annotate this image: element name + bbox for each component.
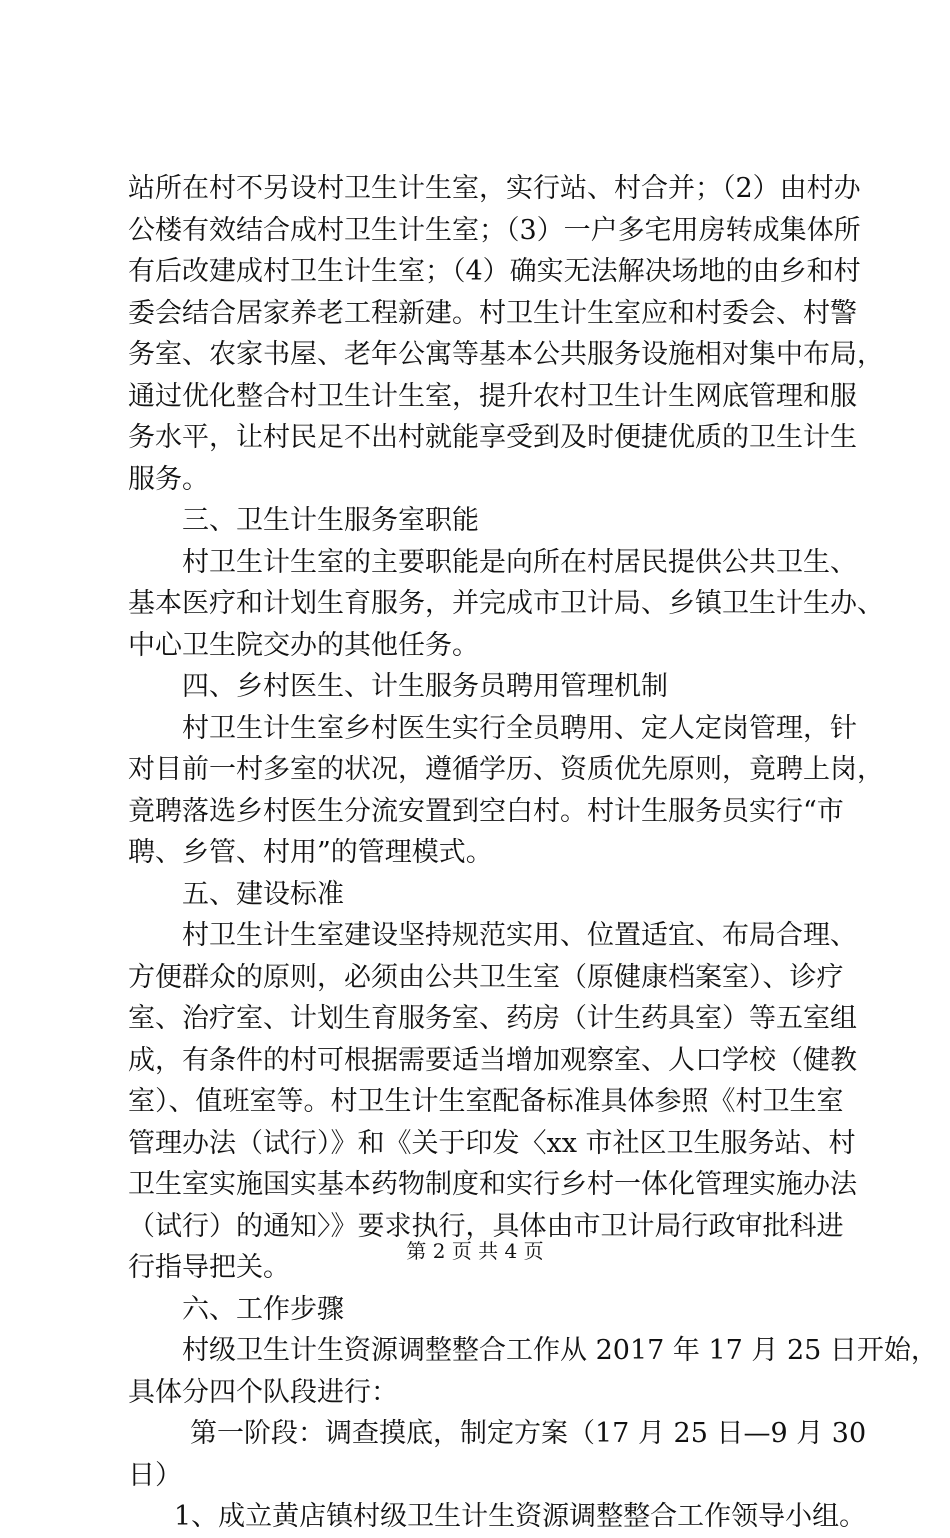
text-line: 村卫生计生室的主要职能是向所在村居民提供公共卫生、 <box>182 546 857 578</box>
text-line: 基本医疗和计划生育服务，并完成市卫计局、乡镇卫生计生办、 <box>128 588 884 619</box>
text-line: 村卫生计生室建设坚持规范实用、位置适宜、布局合理、 <box>182 920 857 951</box>
document-body <box>128 168 938 1538</box>
text-line: 成，有条件的村可根据需要适当增加观察室、人口学校（健教 <box>128 1044 857 1076</box>
text-line: 有后改建成村卫生计生室；（4）确实无法解决场地的由乡和村 <box>128 256 861 287</box>
text-line: 竟聘落选乡村医生分流安置到空白村。村计生服务员实行“市 <box>128 795 844 827</box>
text-line: 务水平，让村民足不出村就能享受到及时便捷优质的卫生计生 <box>128 422 857 453</box>
text-line: 室、治疗室、计划生育服务室、药房（计生药具室）等五室组 <box>128 1003 857 1034</box>
text-line: 通过优化整合村卫生计生室，提升农村卫生计生网底管理和服 <box>128 380 857 412</box>
text-line: 服务。 <box>128 463 209 495</box>
text-line: 1、成立黄店镇村级卫生计生资源调整整合工作领导小组。 <box>174 1501 867 1532</box>
text-line: 方便群众的原则，必须由公共卫生室（原健康档案室）、诊疗 <box>128 961 844 993</box>
text-line: 村卫生计生室乡村医生实行全员聘用、定人定岗管理，针 <box>182 712 857 744</box>
text-line: 行指导把关。 <box>128 1252 290 1283</box>
text-line: 聘、乡管、村用”的管理模式。 <box>128 837 493 868</box>
text-line: 日） <box>128 1459 182 1491</box>
text-line: 五、建设标准 <box>182 878 344 910</box>
text-line: 公楼有效结合成村卫生计生室；（3）一户多宅用房转成集体所 <box>128 214 861 246</box>
text-line: 具体分四个队段进行： <box>128 1376 398 1408</box>
text-line: 室）、值班室等。村卫生计生室配备标准具体参照《村卫生室 <box>128 1086 844 1117</box>
text-line: 委会结合居家养老工程新建。村卫生计生室应和村委会、村警 <box>128 297 857 329</box>
text-line: 卫生室实施国实基本药物制度和实行乡村一体化管理实施办法 <box>128 1169 857 1200</box>
text-line: 对目前一村多室的状况，遵循学历、资质优先原则，竟聘上岗， <box>128 754 884 785</box>
text-line: 务室、农家书屋、老年公寓等基本公共服务设施相对集中布局， <box>128 339 884 370</box>
text-line: 三、卫生计生服务室职能 <box>182 505 479 536</box>
text-line: 六、工作步骤 <box>182 1293 344 1325</box>
text-line: 中心卫生院交办的其他任务。 <box>128 629 479 661</box>
text-line: 第一阶段：调查摸底，制定方案（17 月 25 日—9 月 30 <box>190 1418 867 1449</box>
text-line: 站所在村不另设村卫生计生室，实行站、村合并；（2）由村办 <box>128 173 861 204</box>
text-line: 四、乡村医生、计生服务员聘用管理机制 <box>182 671 668 702</box>
text-line: 管理办法（试行）》和《关于印发〈xx 市社区卫生服务站、村 <box>128 1127 856 1159</box>
text-line: 村级卫生计生资源调整整合工作从 2017 年 17 月 25 日开始， <box>182 1335 938 1366</box>
page-footer: 第 2 页 共 4 页 <box>406 1239 544 1263</box>
text-line: （试行）的通知〉》要求执行，具体由市卫计局行政审批科进 <box>128 1210 844 1242</box>
